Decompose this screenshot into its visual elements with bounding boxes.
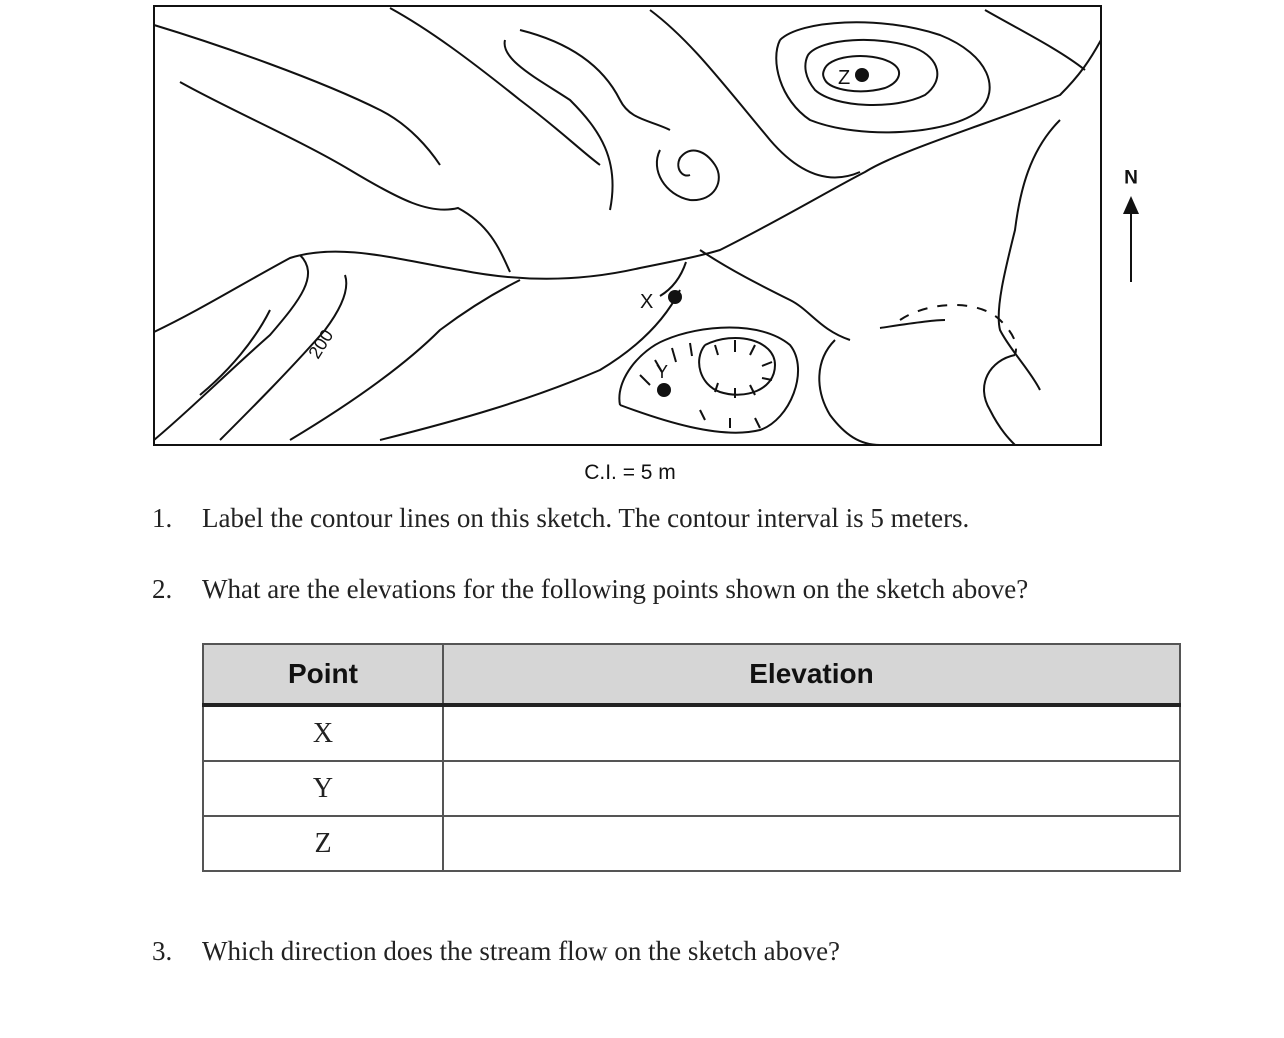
topographic-map [0, 0, 1284, 470]
map-frame [154, 6, 1101, 445]
contour-line [985, 10, 1085, 70]
point-cell: Y [203, 761, 443, 816]
question-2 [152, 574, 1028, 605]
contour-200-label: 200 [304, 326, 338, 363]
contour-line [984, 355, 1015, 445]
stream-line [154, 40, 1101, 332]
point-x-label: X [640, 291, 654, 313]
contour-line [880, 320, 945, 328]
table-header-row [203, 644, 1180, 705]
contour-line [200, 310, 270, 395]
question-number: 2. [152, 574, 173, 604]
north-arrow-head [1123, 196, 1139, 214]
contour-line [700, 250, 850, 340]
contour-line [180, 82, 510, 272]
question-text: What are the elevations for the following points shown on the sketch above? [202, 574, 1029, 604]
point-y-label: Y [656, 362, 669, 382]
question-number: 1. [152, 503, 173, 533]
hill-contour-middle [805, 40, 937, 105]
table-row [203, 816, 1180, 871]
contour-line [380, 290, 680, 440]
question-3 [152, 936, 840, 967]
elevation-table [202, 643, 1181, 872]
contour-line [999, 120, 1060, 390]
elevation-input-cell[interactable] [443, 816, 1180, 871]
contour-line [520, 30, 670, 130]
elevation-input-cell[interactable] [443, 761, 1180, 816]
table-row [203, 705, 1180, 761]
contour-interval-label: C.I. = 5 m [584, 461, 676, 484]
header-elevation: Elevation [443, 644, 1180, 705]
contour-line [505, 40, 613, 210]
depression-hachures [640, 340, 772, 428]
contour-line [154, 255, 308, 440]
question-1 [152, 503, 969, 534]
header-point: Point [203, 644, 443, 705]
point-y-marker [657, 383, 671, 397]
elevation-input-cell[interactable] [443, 705, 1180, 761]
question-text: Which direction does the stream flow on the sketch above? [202, 936, 841, 966]
contour-line [819, 340, 880, 445]
question-text: Label the contour lines on this sketch. The contour interval is 5 meters. [202, 503, 970, 533]
point-x-marker [668, 290, 682, 304]
contour-line [290, 280, 520, 440]
question-number: 3. [152, 936, 173, 966]
point-z-label: Z [838, 67, 851, 89]
contour-loop [657, 150, 719, 200]
point-cell: X [203, 705, 443, 761]
contour-line [650, 10, 860, 177]
point-z-marker [855, 68, 869, 82]
table-row [203, 761, 1180, 816]
point-cell: Z [203, 816, 443, 871]
contour-line [154, 25, 440, 165]
north-label: N [1124, 165, 1138, 186]
